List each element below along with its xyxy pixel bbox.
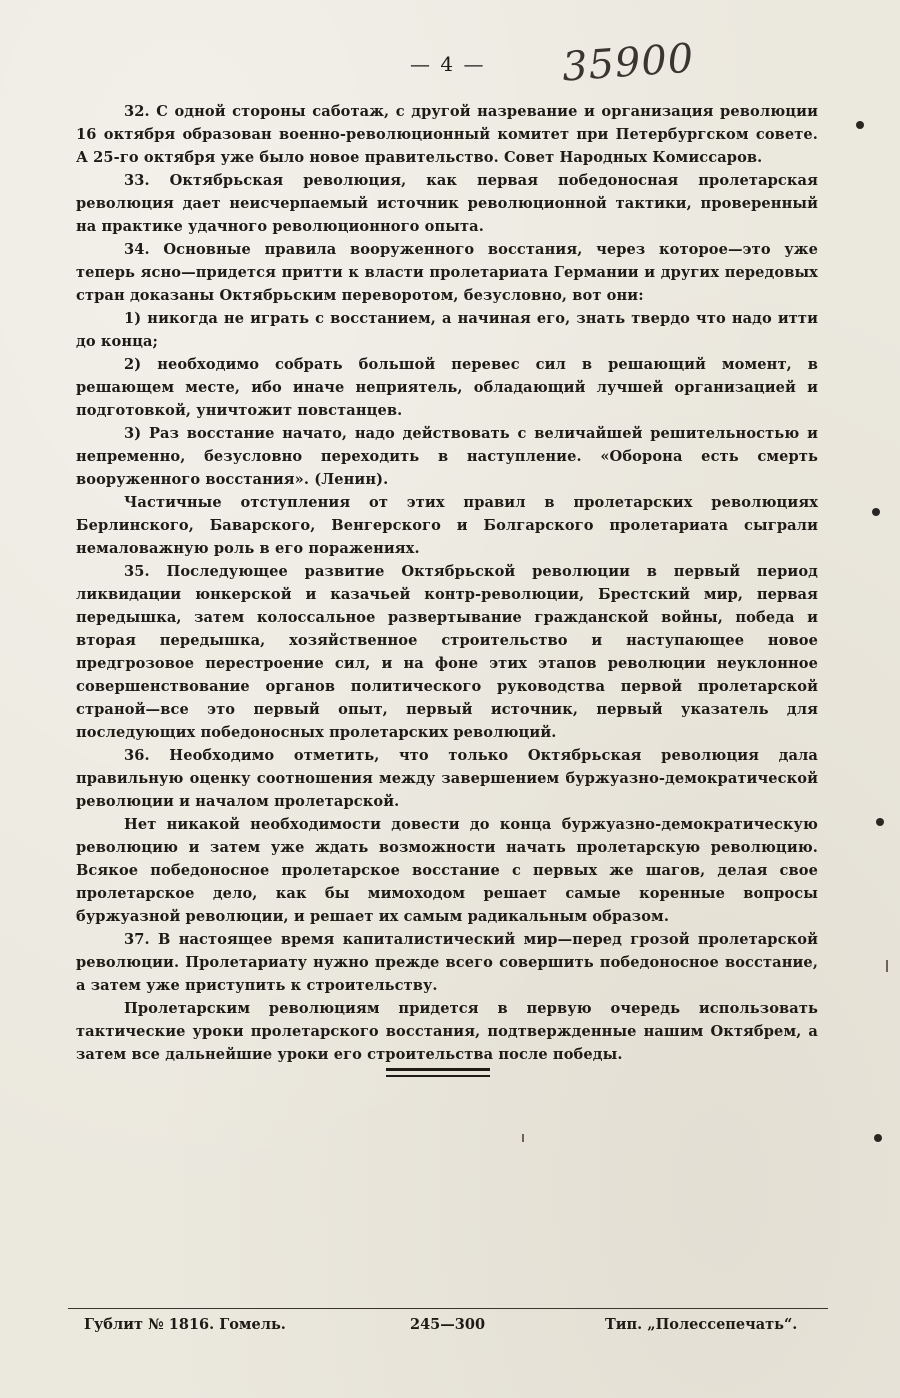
rule-item-2: 2) необходимо собрать большой перевес сил в решающий момент, в решающем месте, ибо иначе неприятель, обладающий лучшей организацией и подготовкой, уничтожит повстанцев.	[76, 356, 818, 419]
paragraph-35: 35. Последующее развитие Октябрьской революции в первый период ликвидации юнкерской и казачьей контр-революции, Брестский мир, первая передышка, затем колоссальное развертывание гражданской войны, победа и вторая передышка, хозяйственное строительство и наступающее новое предгрозовое перестроение сил, и на фоне этих этапов революции неуклонное совершенствование органов политического руководства первой пролетарской страной—все это первый опыт, первый источник, первый указатель для последующих победоносных пролетарских революций.	[76, 563, 818, 741]
paragraph-37: 37. В настоящее время капиталистический мир—перед грозой пролетарской революции. Пролетариату нужно прежде всего совершить победоносное восстание, а затем уже приступить к строительству.	[76, 931, 818, 994]
paragraph-partial-retreats: Частичные отступления от этих правил в пролетарских революциях Берлинского, Баварского, Венгерского и Болгарского пролетариата сыграли немаловажную роль в его поражениях.	[76, 494, 818, 557]
paragraph-33: 33. Октябрьская революция, как первая победоносная пролетарская революция дает неисчерпаемый источник революционной тактики, проверенный на практике удачного революционного опыта.	[76, 172, 818, 235]
page-header	[0, 35, 900, 91]
paragraph-lessons: Пролетарским революциям придется в первую очередь использовать тактические уроки пролетарского восстания, подтвержденные нашим Октябрем, а затем все дальнейшие уроки его строительства после победы.	[76, 1000, 818, 1063]
footer-rule	[68, 1308, 828, 1309]
page-number: — 4 —	[410, 52, 486, 76]
paper-speck	[522, 1134, 524, 1142]
rule-item-3: 3) Раз восстание начато, надо действовать с величайшей решительностью и непременно, безусловно переходить в наступление. «Оборона есть смерть вооруженного восстания». (Ленин).	[76, 425, 818, 488]
punch-hole-mark	[872, 508, 880, 516]
paragraph-34: 34. Основные правила вооруженного восстания, через которое—это уже теперь ясно—придется притти к власти пролетариата Германии и других передовых стран доказаны Октябрьским переворотом, безусловно, вот они:	[76, 241, 818, 304]
rule-line-bottom	[386, 1075, 490, 1077]
paragraph-no-necessity: Нет никакой необходимости довести до конца буржуазно-демократическую революцию и затем уже ждать возможности начать пролетарскую революцию. Всякое победоносное пролетарское восстание с первых же шагов, делая свое пролетарское дело, как бы мимоходом решает самые коренные вопросы буржуазной революции, и решает их самым радикальным образом.	[76, 816, 818, 925]
punch-hole-mark	[876, 818, 884, 826]
paper-speck	[886, 960, 888, 972]
rule-line-top	[386, 1068, 490, 1071]
imprint-footer	[84, 1316, 824, 1340]
handwritten-archive-number: 35900	[560, 35, 696, 91]
punch-hole-mark	[874, 1134, 882, 1142]
footer-print-run: 245—300	[410, 1316, 486, 1333]
end-double-rule	[386, 1066, 490, 1080]
paragraph-32: 32. С одной стороны саботаж, с другой назревание и организация революции 16 октября образован военно-революционный комитет при Петербургском совете. А 25-го октября уже было новое правительство. Совет Народных Комиссаров.	[76, 103, 818, 166]
rule-item-1: 1) никогда не играть с восстанием, а начиная его, знать твердо что надо итти до конца;	[76, 310, 818, 350]
paragraph-36: 36. Необходимо отметить, что только Октябрьская революция дала правильную оценку соотношения между завершением буржуазно-демократической революции и началом пролетарской.	[76, 747, 818, 810]
punch-hole-mark	[856, 121, 864, 129]
body-text	[76, 100, 818, 1066]
footer-printer: Тип. „Полессепечать“.	[605, 1316, 798, 1333]
footer-censor-info: Гублит № 1816. Гомель.	[84, 1316, 286, 1333]
